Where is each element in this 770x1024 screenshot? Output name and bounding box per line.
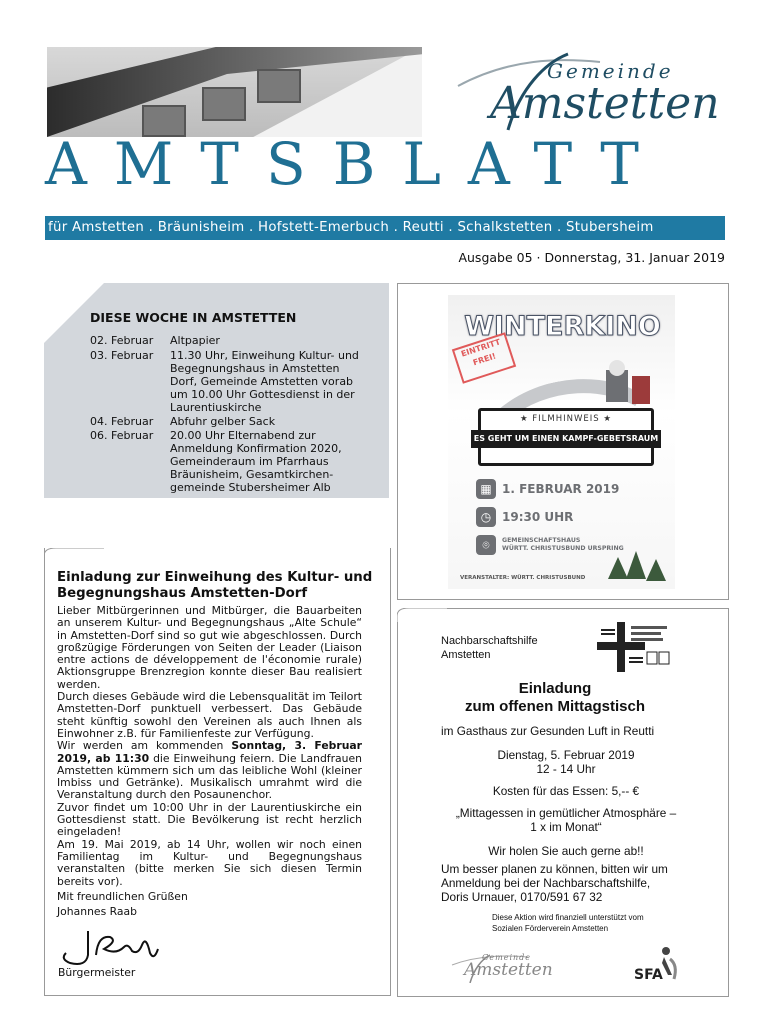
poster-date: 1. FEBRUAR 2019 [502, 482, 620, 496]
article-paragraph: Zuvor findet um 10:00 Uhr in der Laurentiuskirche ein Gottesdienst statt. Die Bevölkerung ist recht herzlich eingeladen! [57, 800, 362, 839]
signer-role: Bürgermeister [58, 966, 136, 979]
week-date: 03. Februar [90, 349, 154, 362]
organization-name [441, 634, 538, 662]
logo-amstetten-text: Amstetten [490, 78, 720, 129]
tree-icon [608, 557, 628, 579]
header-building-photo [47, 47, 422, 137]
signature-icon [58, 925, 163, 969]
poster-organizer: VERANSTALTER: WÜRTT. CHRISTUSBUND [460, 575, 586, 581]
logo-amstetten-text: Amstetten [464, 960, 553, 980]
lunch-invitation-frame [397, 608, 729, 997]
article-body [57, 605, 362, 918]
lunch-location: im Gasthaus zur Gesunden Luft in Reutti [441, 724, 655, 738]
tree-icon [626, 551, 646, 579]
organization-line: Nachbarschaftshilfe [441, 635, 538, 647]
tree-icon [646, 559, 666, 581]
registration-contact: Doris Urnauer, 0170/591 67 32 [441, 890, 603, 904]
poster-title: WINTERKINO [464, 311, 661, 342]
article-paragraph [57, 740, 362, 801]
sfa-logo [634, 945, 684, 987]
film-hint-label: ★ FILMHINWEIS ★ [519, 414, 613, 424]
article-title: Einladung zur Einweihung des Kultur- und Begegnungshaus Amstetten-Dorf [57, 570, 373, 601]
calendar-icon: ▦ [476, 479, 496, 499]
article-paragraph: Durch dieses Gebäude wird die Lebensqualität im Teilort Amstetten-Dorf punktuell verbessert. Das Gebäude steht künftig sowohl den Vereinen als auch Ihnen als Einwohner z.B. für Familienfeste zur Verfügung. [57, 690, 362, 740]
logo-gemeinde-text: Gemeinde [482, 953, 532, 962]
clock-icon: ◷ [476, 507, 496, 527]
sponsor-note [492, 912, 692, 934]
film-hint-box [473, 408, 659, 466]
winterkino-poster [448, 295, 675, 589]
article-paragraph: Am 19. Mai 2019, ab 14 Uhr, wollen wir noch einen Familientag im Kultur- und Begegnungshaus veranstalten (bitte merken Sie sich diesen Termin bereits vor). [57, 837, 362, 888]
municipalities-text: für Amstetten . Bräunisheim . Hofstett-Emerbuch . Reutti . Schalkstetten . Stubersheim [48, 220, 654, 235]
municipalities-bar [45, 216, 725, 240]
lunch-motto: „Mittagessen in gemütlicher Atmosphäre – [455, 806, 677, 820]
poster-place-line: WÜRTT. CHRISTUSBUND URSPRING [502, 545, 624, 552]
sponsor-line: Diese Aktion wird finanziell unterstützt vom [492, 913, 644, 922]
article-text: die Einweihung feiern. Die Landfrauen Amstetten kümmern sich um das leibliche Wohl (kleiner Imbiss und Getränke). Musikalisch umrahmt wird die Veranstaltung durch den Posaunenchor. [57, 751, 362, 802]
poster-place [502, 537, 624, 557]
popcorn-icon [598, 350, 658, 410]
week-date: 04. Februar [90, 415, 154, 428]
lunch-cost: Kosten für das Essen: 5,-- € [492, 784, 640, 798]
week-date: 02. Februar [90, 334, 154, 347]
lunch-date: Dienstag, 5. Februar 2019 [497, 748, 635, 762]
invitation-line: Einladung [518, 680, 592, 697]
poster-stamp: EINTRITT FREI! [452, 332, 516, 384]
poster-time: 19:30 UHR [502, 510, 574, 524]
poster-place-line: GEMEINSCHAFTSHAUS [502, 537, 581, 544]
invitation-line: zum offenen Mittagstisch [464, 698, 645, 715]
logo-gemeinde-text: Gemeinde [547, 59, 674, 83]
this-week-title: DIESE WOCHE IN AMSTETTEN [90, 310, 297, 325]
lunch-motto: 1 x im Monat“ [530, 820, 602, 834]
week-text: Abfuhr gelber Sack [170, 415, 276, 428]
article-paragraph: Lieber Mitbürgerinnen und Mitbürger, die Bauarbeiten an unserem Kultur- und Begegnungshaus „Alte Schule“ in Amstetten-Dorf sind so gut wie abgeschlossen. Durch großzügige Förderungen von Seiten der Leader (Liaison entre actions de développement de l'économie rurale) Aktionsgruppe Brenzregion konnte dieser Bau realisiert werden. [57, 604, 362, 691]
diakonie-cross-icon [595, 620, 671, 675]
week-date: 06. Februar [90, 429, 154, 442]
sponsor-line: Sozialen Förderverein Amstetten [492, 924, 609, 933]
gemeinde-logo [450, 48, 740, 133]
signer-name: Johannes Raab [57, 905, 137, 919]
week-text: 11.30 Uhr, Einweihung Kultur- und Begegnungshaus in Amstetten Dorf, Gemeinde Amstetten vorab um 10.00 Uhr Gottesdienst in der Laurentiuskirche [170, 349, 359, 414]
lunch-invitation-title [415, 680, 695, 716]
pickup-note: Wir holen Sie auch gerne ab!! [488, 844, 644, 858]
week-text: 20.00 Uhr Elternabend zur Anmeldung Konfirmation 2020, Gemeinderaum im Pfarrhaus Bräunisheim, Gesamtkirchen- gemeinde Stubersheimer Alb [170, 429, 342, 494]
article-highlight: Sonntag, 3. Februar 2019, ab 11:30 [57, 739, 362, 765]
registration-text: Anmeldung bei der Nachbarschaftshilfe, [441, 876, 651, 890]
lunch-time: 12 - 14 Uhr [536, 762, 596, 776]
organization-line: Amstetten [441, 649, 491, 661]
sfa-text: SFA [634, 967, 663, 983]
greeting: Mit freundlichen Grüßen [57, 889, 188, 903]
gemeinde-logo-small [448, 953, 568, 983]
week-text: Altpapier [170, 334, 220, 347]
article-corner-icon [44, 548, 104, 570]
registration-text: Um besser planen zu können, bitten wir um [441, 862, 668, 876]
article-text: Wir werden am kommenden [57, 739, 232, 753]
page-title: AMTSBLATT [45, 130, 666, 198]
film-title: ES GEHT UM EINEN KAMPF-GEBETSRAUM [471, 430, 661, 448]
frame-corner-icon [397, 608, 447, 630]
issue-line: Ausgabe 05 · Donnerstag, 31. Januar 2019 [458, 250, 725, 265]
location-pin-icon: ⌾ [476, 535, 496, 555]
